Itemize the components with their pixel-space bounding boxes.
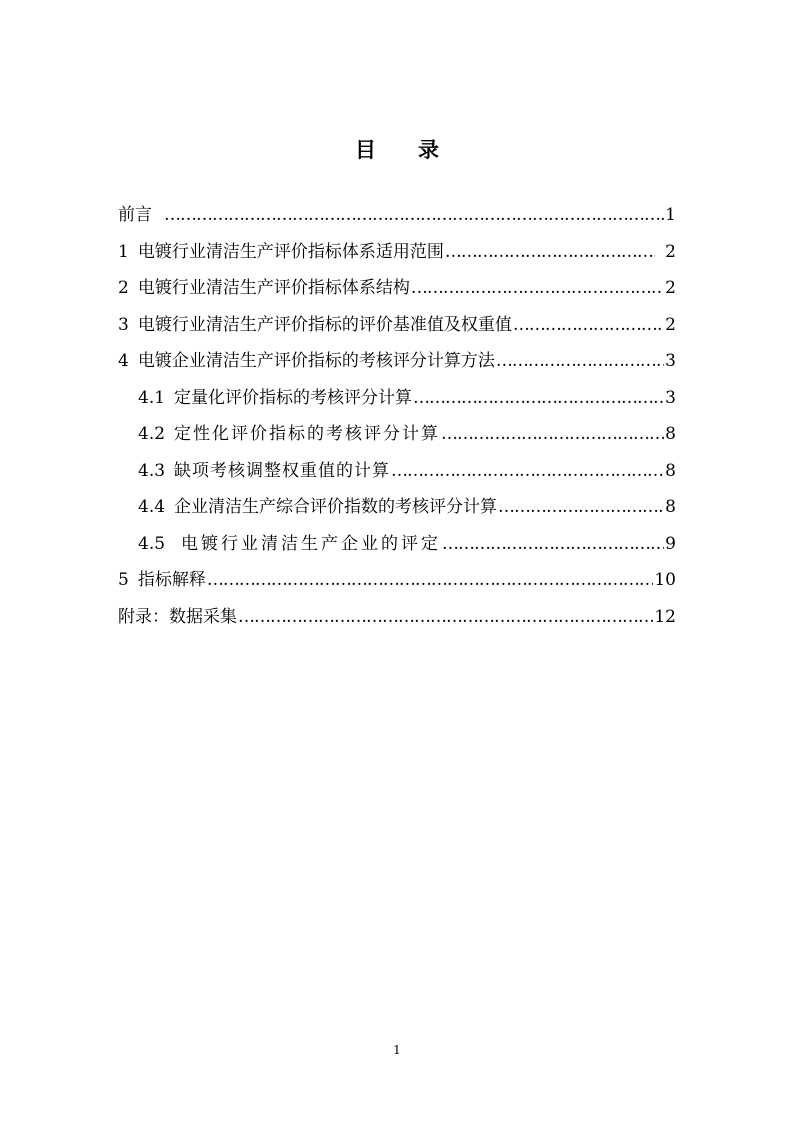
toc-entry-page: 8 bbox=[665, 497, 676, 517]
toc-entry-4-2[interactable] bbox=[118, 419, 676, 456]
page-title bbox=[0, 134, 794, 164]
toc-entry-number: 2 bbox=[118, 278, 129, 298]
toc-entry-number: 4.2 bbox=[138, 424, 166, 444]
toc-entry-number: 1 bbox=[118, 241, 129, 262]
title-char-2: 录 bbox=[418, 137, 439, 162]
toc-entry-4-3[interactable] bbox=[118, 456, 676, 493]
toc-entry-number: 5 bbox=[118, 570, 129, 590]
toc-entry-page: 8 bbox=[665, 460, 676, 481]
toc-entry-number: 4.3 bbox=[138, 460, 166, 481]
toc-entry-page: 9 bbox=[665, 533, 676, 554]
toc-entry-page: 3 bbox=[665, 387, 676, 408]
toc-entry-label: 指标解释 bbox=[137, 570, 206, 590]
toc-entry-4-4[interactable] bbox=[118, 492, 676, 529]
toc-entry-label: 电镀行业清洁生产评价指标体系结构 bbox=[137, 278, 410, 298]
toc-entry-page: 2 bbox=[665, 241, 676, 262]
toc-entry-4[interactable] bbox=[118, 346, 676, 383]
toc-entry-page: 8 bbox=[665, 424, 676, 444]
toc-entry-page: 12 bbox=[654, 606, 676, 627]
toc-entry-page: 3 bbox=[665, 351, 676, 371]
toc-entry-3[interactable] bbox=[118, 310, 676, 347]
toc-entry-4-5[interactable] bbox=[118, 529, 676, 566]
toc-entry-page: 1 bbox=[665, 205, 676, 225]
toc-entry-page: 2 bbox=[665, 278, 676, 298]
toc-entry-label: 缺项考核调整权重值的计算 bbox=[174, 460, 391, 481]
toc-entry-number: 4.4 bbox=[138, 497, 166, 517]
toc-leader-dots bbox=[391, 461, 664, 481]
toc-entry-number: 3 bbox=[118, 314, 129, 335]
toc-entry-label: 定性化评价指标的考核评分计算 bbox=[174, 424, 441, 444]
toc-leader-dots bbox=[164, 205, 664, 225]
toc-entry-1[interactable] bbox=[118, 237, 676, 274]
toc-leader-dots bbox=[496, 351, 664, 371]
toc-entry-label: 电镀企业清洁生产评价指标的考核评分计算方法 bbox=[137, 351, 495, 371]
toc-entry-preface[interactable] bbox=[118, 200, 676, 237]
toc-entry-number: 4.5 bbox=[138, 533, 166, 554]
toc-entry-label: 电镀行业清洁生产企业的评定 bbox=[181, 533, 442, 554]
toc-leader-dots bbox=[441, 424, 664, 444]
toc-leader-dots bbox=[413, 388, 664, 408]
toc-entry-2[interactable] bbox=[118, 273, 676, 310]
toc-entry-label: 电镀行业清洁生产评价指标的评价基准值及权重值 bbox=[137, 314, 512, 335]
toc-entry-4-1[interactable] bbox=[118, 383, 676, 420]
toc-entry-label: 前言 bbox=[118, 205, 152, 225]
toc-entry-label: 定量化评价指标的考核评分计算 bbox=[174, 387, 413, 408]
toc-entry-label: 电镀行业清洁生产评价指标体系适用范围 bbox=[137, 241, 444, 262]
table-of-contents bbox=[118, 200, 676, 638]
toc-leader-dots bbox=[238, 607, 653, 627]
toc-leader-dots bbox=[445, 242, 655, 262]
toc-leader-dots bbox=[498, 497, 664, 517]
toc-entry-5[interactable] bbox=[118, 565, 676, 602]
toc-leader-dots bbox=[513, 315, 664, 335]
page-number: 1 bbox=[393, 1043, 401, 1057]
toc-entry-page: 2 bbox=[665, 314, 676, 335]
toc-entry-label: 附录：数据采集 bbox=[118, 606, 237, 627]
toc-leader-dots bbox=[442, 534, 664, 554]
toc-entry-number: 4.1 bbox=[138, 387, 166, 408]
toc-leader-dots bbox=[207, 570, 654, 590]
toc-entry-label: 企业清洁生产综合评价指数的考核评分计算 bbox=[174, 497, 498, 517]
toc-entry-number: 4 bbox=[118, 351, 129, 371]
toc-leader-dots bbox=[411, 278, 664, 298]
title-char-1: 目 bbox=[355, 137, 376, 162]
toc-entry-appendix[interactable] bbox=[118, 602, 676, 639]
toc-entry-page: 10 bbox=[654, 570, 676, 590]
